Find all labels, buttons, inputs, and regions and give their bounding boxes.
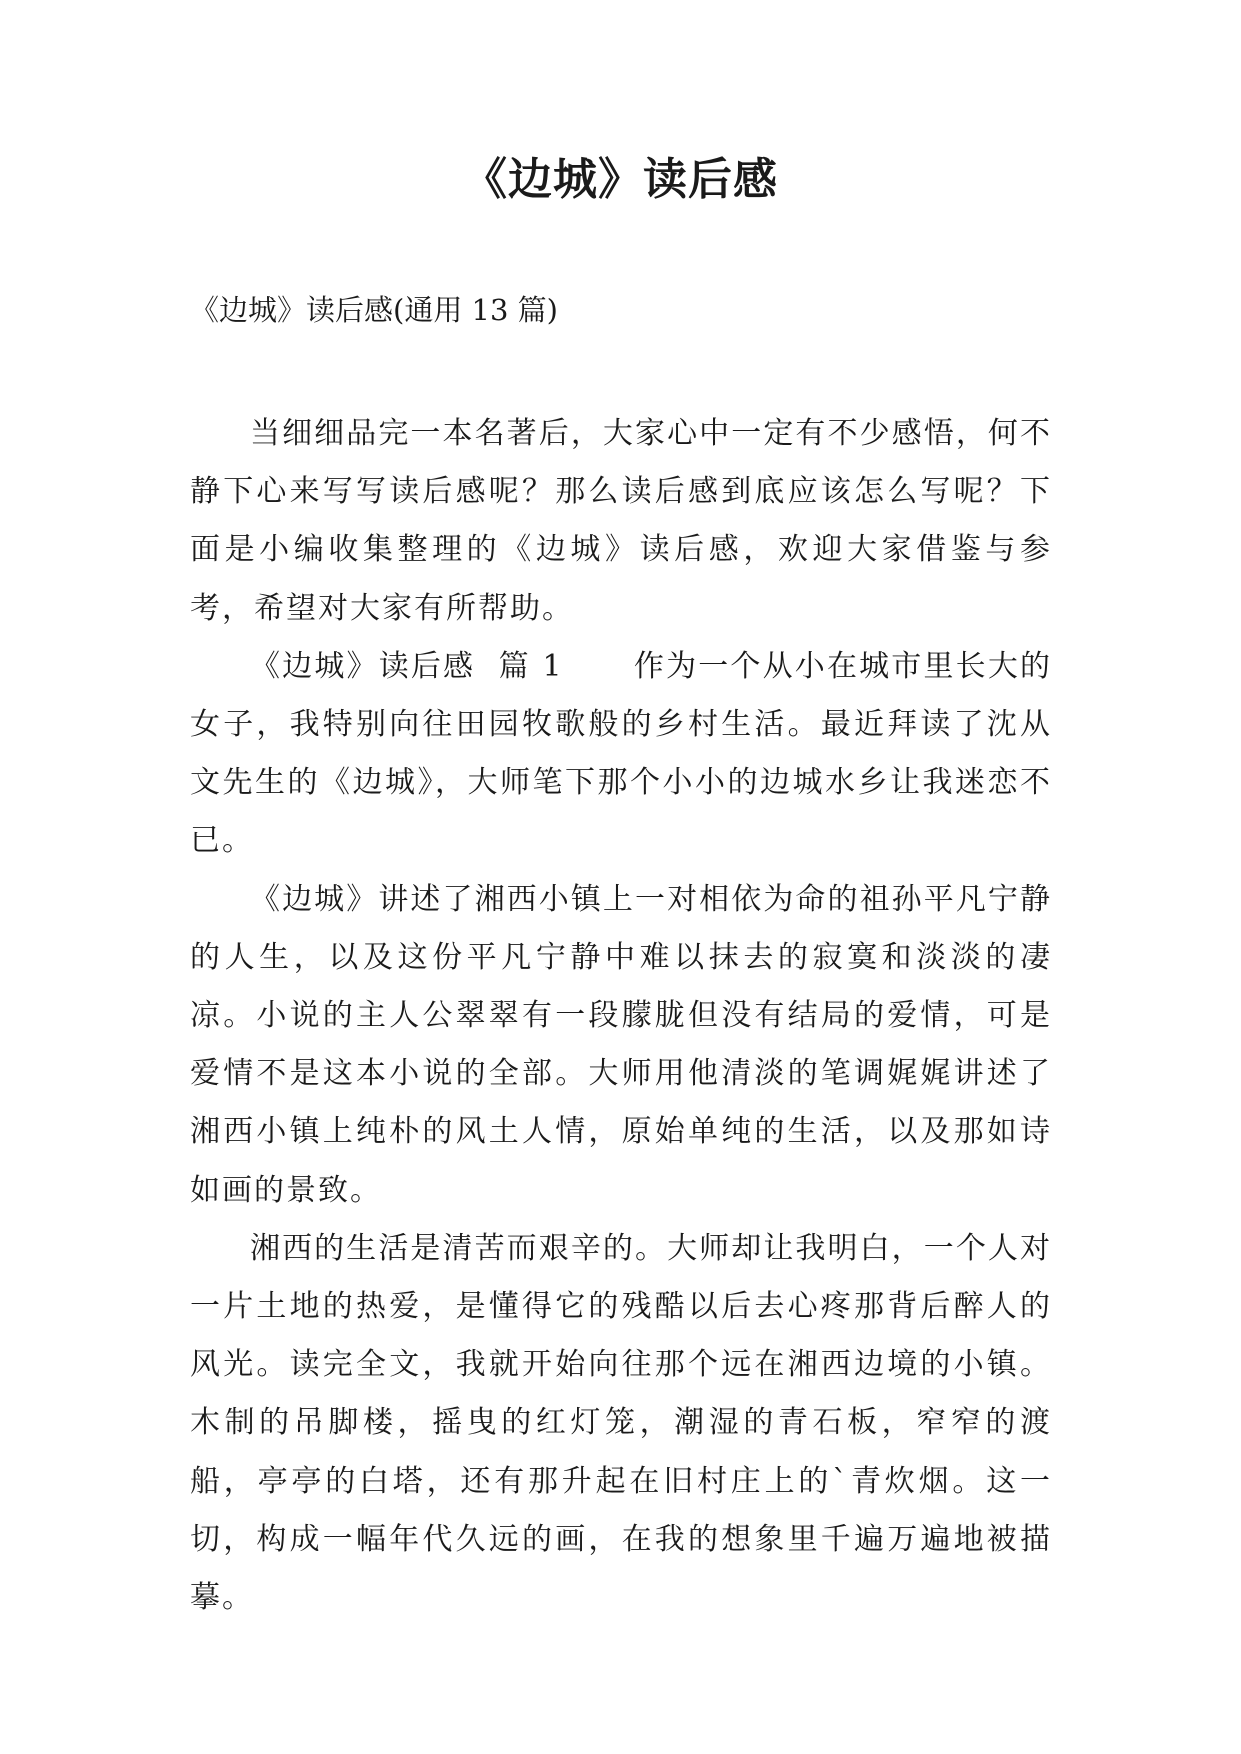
document-subtitle: 《边城》读后感(通用 13 篇) <box>190 293 558 327</box>
paragraph-intro: 当细细品完一本名著后，大家心中一定有不少感悟，何不静下心来写写读后感呢？那么读后感到底应该怎么写呢？下面是小编收集整理的《边城》读后感，欢迎大家借鉴与参考，希望对大家有所帮助。 <box>190 416 1052 626</box>
paragraph-story-summary: 《边城》讲述了湘西小镇上一对相依为命的祖孙平凡宁静的人生，以及这份平凡宁静中难以抹去的寂寞和淡淡的凄凉。小说的主人公翠翠有一段朦胧但没有结局的爱情，可是爱情不是这本小说的全部。大师用他清淡的笔调娓娓讲述了湘西小镇上纯朴的风土人情，原始单纯的生活，以及那如诗如画的景致。 <box>190 881 1052 1208</box>
document-body <box>190 405 1052 1627</box>
paragraph-chapter-1: 《边城》读后感 篇 1 作为一个从小在城市里长大的女子，我特别向往田园牧歌般的乡村生活。最近拜读了沈从文先生的《边城》，大师笔下那个小小的边城水乡让我迷恋不已。 <box>190 648 1052 859</box>
document-title: 《边城》读后感 <box>463 154 778 205</box>
paragraph-xiangxi-life: 湘西的生活是清苦而艰辛的。大师却让我明白，一个人对一片土地的热爱，是懂得它的残酷以后去心疼那背后醉人的风光。读完全文，我就开始向往那个远在湘西边境的小镇。木制的吊脚楼，摇曳的红灯笼，潮湿的青石板，窄窄的渡船，亭亭的白塔，还有那升起在旧村庄上的`青炊烟。这一切，构成一幅年代久远的画，在我的想象里千遍万遍地被描摹。 <box>190 1230 1052 1616</box>
